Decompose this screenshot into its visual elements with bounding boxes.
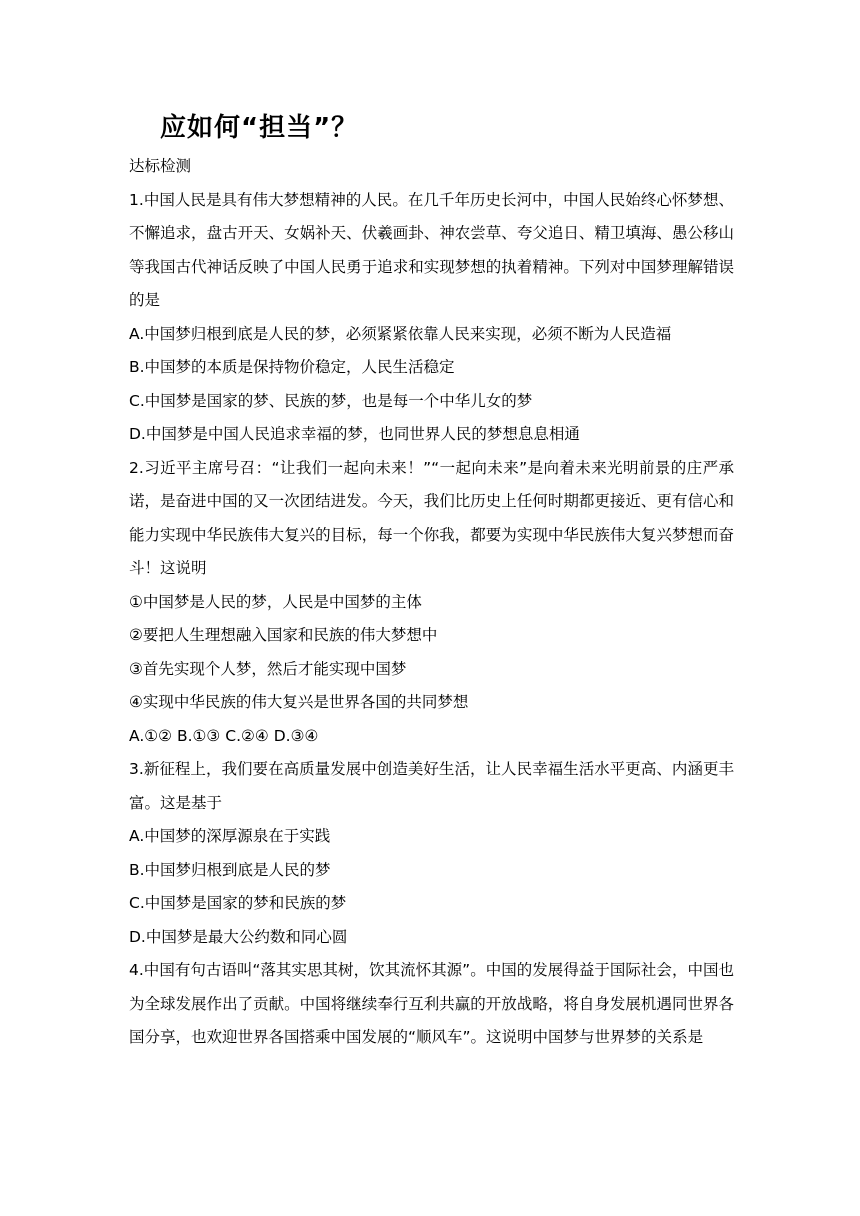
- question-1-option-d: D.中国梦是中国人民追求幸福的梦，也同世界人民的梦想息息相通: [129, 425, 580, 443]
- page-title: 应如何“担当”？: [160, 113, 359, 143]
- question-3-option-b: B.中国梦归根到底是人民的梦: [129, 860, 331, 879]
- question-3-option-d: D.中国梦是最大公约数和同心圆: [129, 927, 348, 946]
- question-2-statement-3: ③首先实现个人梦，然后才能实现中国梦: [129, 659, 407, 678]
- question-2-statement-2: ②要把人生理想融入国家和民族的伟大梦想中: [129, 626, 438, 644]
- question-1-option-a: A.中国梦归根到底是人民的梦，必须紧紧依靠人民来实现，必须不断为人民造福: [129, 324, 672, 343]
- question-4-stem: 4.中国有句古语叫“落其实思其树，饮其流怀其源”。中国的发展得益于国际社会，中国也为全球发展作出了贡献。中国将继续奉行互利共赢的开放战略，将自身发展机遇同世界各国分享，也欢迎世界各国搭乘中国发展的“顺风车”。这说明中国梦与世界梦的关系是: [129, 961, 734, 1046]
- document-body: [129, 150, 734, 1055]
- section-label: 达标检测: [129, 157, 192, 175]
- question-1-option-b: B.中国梦的本质是保持物价稳定，人民生活稳定: [129, 358, 455, 376]
- question-2-stem: 2.习近平主席号召：“让我们一起向未来！”“一起向未来”是向着未来光明前景的庄严承诺，是奋进中国的又一次团结进发。今天，我们比历史上任何时期都更接近、更有信心和能力实现中华民族伟大复兴的目标，每一个你我，都要为实现中华民族伟大复兴梦想而奋斗！这说明: [129, 458, 734, 577]
- question-2-statement-1: ①中国梦是人民的梦，人民是中国梦的主体: [129, 592, 422, 611]
- question-1-stem: 1.中国人民是具有伟大梦想精神的人民。在几千年历史长河中，中国人民始终心怀梦想、不懈追求，盘古开天、女娲补天、伏羲画卦、神农尝草、夸父追日、精卫填海、愚公移山等我国古代神话反映了中国人民勇于追求和实现梦想的执着精神。下列对中国梦理解错误的是: [129, 190, 734, 309]
- question-3-option-c: C.中国梦是国家的梦和民族的梦: [129, 894, 347, 912]
- question-1-option-c: C.中国梦是国家的梦、民族的梦，也是每一个中华儿女的梦: [129, 391, 533, 410]
- question-3-stem: 3.新征程上，我们要在高质量发展中创造美好生活，让人民幸福生活水平更高、内涵更丰富。这是基于: [129, 760, 734, 812]
- question-2-statement-4: ④实现中华民族的伟大复兴是世界各国的共同梦想: [129, 693, 469, 711]
- question-3-option-a: A.中国梦的深厚源泉在于实践: [129, 827, 331, 845]
- question-2-options: A.①② B.①③ C.②④ D.③④: [129, 726, 319, 745]
